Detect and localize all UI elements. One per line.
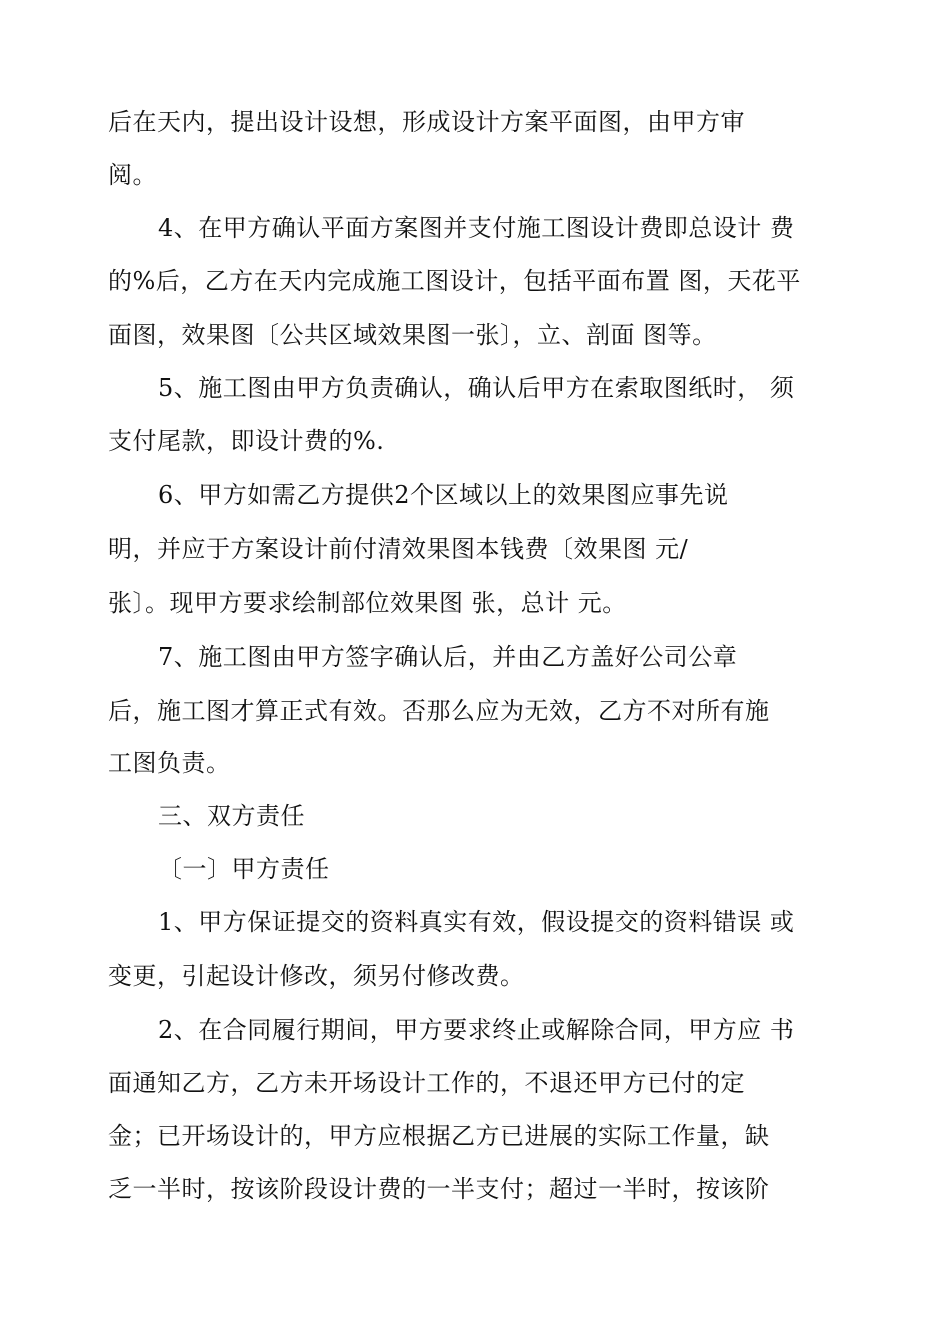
text-line: 阅。 bbox=[108, 161, 157, 189]
text-line: 的%后，乙方在天内完成施工图设计，包括平面布置 图，天花平 bbox=[108, 267, 801, 295]
text-line: 金；已开场设计的，甲方应根据乙方已进展的实际工作量，缺 bbox=[108, 1122, 770, 1150]
text-line: 乏一半时，按该阶段设计费的一半支付；超过一半时，按该阶 bbox=[108, 1175, 770, 1203]
text-line: 明，并应于方案设计前付清效果图本钱费〔效果图 元/ bbox=[108, 535, 689, 563]
text-line: 面图，效果图〔公共区域效果图一张〕，立、剖面 图等。 bbox=[108, 321, 717, 349]
section-heading: 三、双方责任 bbox=[158, 802, 305, 830]
text-line: 后在天内，提出设计设想，形成设计方案平面图，由甲方审 bbox=[108, 108, 745, 136]
text-line: 工图负责。 bbox=[108, 749, 231, 777]
text-line: 后，施工图才算正式有效。否那么应为无效，乙方不对所有施 bbox=[108, 697, 770, 725]
clause-1-line: 1、甲方保证提交的资料真实有效，假设提交的资料错误 或 bbox=[158, 908, 795, 936]
clause-5-line: 5、施工图由甲方负责确认，确认后甲方在索取图纸时， 须 bbox=[158, 374, 795, 402]
clause-2-line: 2、在合同履行期间，甲方要求终止或解除合同，甲方应 书 bbox=[158, 1016, 795, 1044]
text-line: 支付尾款，即设计费的%. bbox=[108, 427, 385, 455]
clause-6-line: 6、甲方如需乙方提供2个区域以上的效果图应事先说 bbox=[158, 481, 729, 509]
text-line: 张〕。现甲方要求绘制部位效果图 张，总计 元。 bbox=[108, 589, 627, 617]
clause-7-line: 7、施工图由甲方签字确认后，并由乙方盖好公司公章 bbox=[158, 643, 738, 671]
text-line: 面通知乙方，乙方未开场设计工作的，不退还甲方已付的定 bbox=[108, 1069, 745, 1097]
clause-4-line: 4、在甲方确认平面方案图并支付施工图设计费即总设计 费 bbox=[158, 214, 795, 242]
subsection-heading: 〔一〕甲方责任 bbox=[158, 855, 330, 883]
text-line: 变更，引起设计修改，须另付修改费。 bbox=[108, 962, 525, 990]
